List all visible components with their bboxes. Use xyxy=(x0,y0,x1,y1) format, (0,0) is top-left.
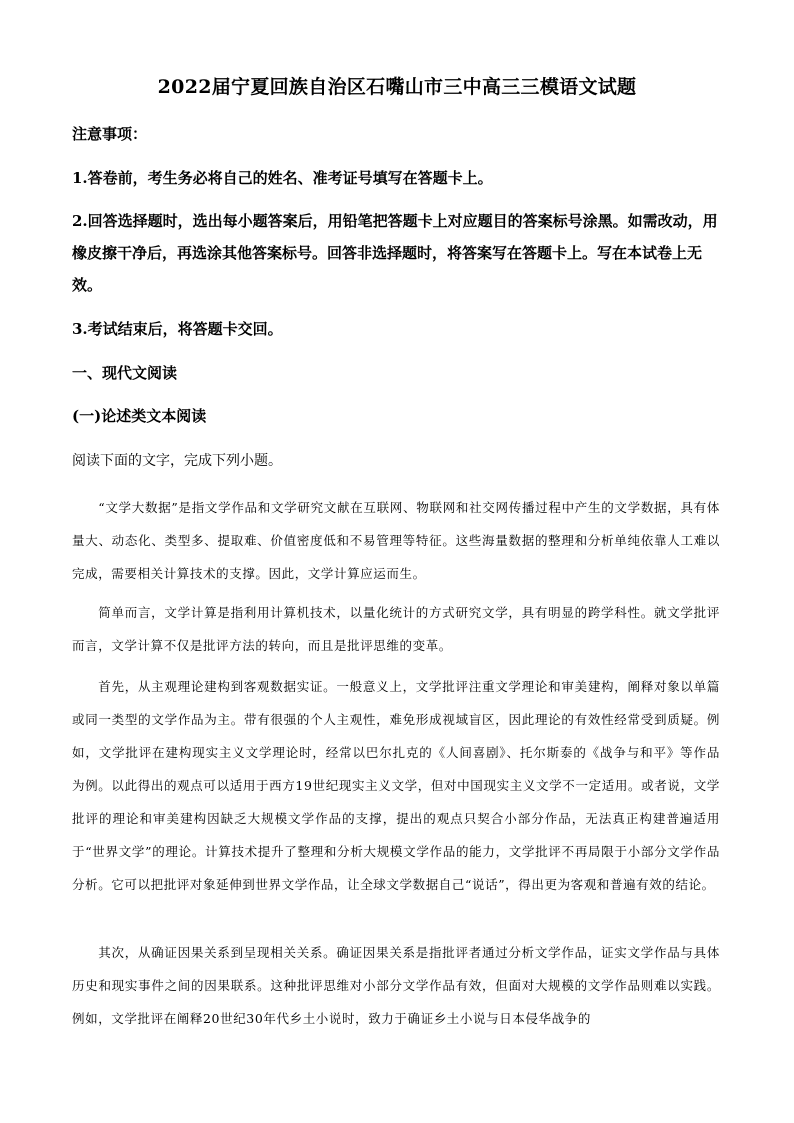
notice-item-3: 3.考试结束后，将答题卡交回。 xyxy=(72,320,283,338)
notice-heading: 注意事项： xyxy=(72,125,148,143)
notice-item-1: 1.答卷前，考生务必将自己的姓名、准考证号填写在答题卡上。 xyxy=(72,169,493,187)
reading-instruction: 阅读下面的文字，完成下列小题。 xyxy=(72,453,282,469)
article-paragraph-1: “文学大数据”是指文学作品和文学研究文献在互联网、物联网和社交网传播过程中产生的文学数据，具有体量大、动态化、类型多、提取难、价值密度低和不易管理等特征。这些海量数据的整理和分析单纯依靠人工难以完成，需要相关计算技术的支撑。因此，文学计算应运而生。 xyxy=(72,500,720,581)
subsection-heading: (一)论述类文本阅读 xyxy=(72,407,207,425)
section-heading: 一、现代文阅读 xyxy=(72,364,178,382)
page-title: 2022届宁夏回族自治区石嘴山市三中高三三模语文试题 xyxy=(157,76,637,98)
article-paragraph-3: 首先，从主观理论建构到客观数据实证。一般意义上，文学批评注重文学理论和审美建构，阐释对象以单篇或同一类型的文学作品为主。带有很强的个人主观性，难免形成视域盲区，因此理论的有效性经常受到质疑。例如，文学批评在建构现实主义文学理论时，经常以巴尔扎克的《人间喜剧》、托尔斯泰的《战争与和平》等作品为例。以此得出的观点可以适用于西方19世纪现实主义文学，但对中国现实主义文学不一定适用。或者说，文学批评的理论和审美建构因缺乏大规模文学作品的支撑，提出的观点只契合小部分作品，无法真正构建普遍适用于“世界文学”的理论。计算技术提升了整理和分析大规模文学作品的能力，文学批评不再局限于小部分文学作品分析。它可以把批评对象延伸到世界文学作品，让全球文学数据自己“说话”，得出更为客观和普遍有效的结论。 xyxy=(72,679,720,892)
article-paragraph-4: 其次，从确证因果关系到呈现相关关系。确证因果关系是指批评者通过分析文学作品，证实文学作品与具体历史和现实事件之间的因果联系。这种批评思维对小部分文学作品有效，但面对大规模的文学作品则难以实践。例如，文学批评在阐释20世纪30年代乡土小说时，致力于确证乡土小说与日本侵华战争的 xyxy=(72,945,720,1026)
notice-item-2: 2.回答选择题时，选出每小题答案后，用铅笔把答题卡上对应题目的答案标号涂黑。如需改动，用橡皮擦干净后，再选涂其他答案标号。回答非选择题时，将答案写在答题卡上。写在本试卷上无效。 xyxy=(72,212,718,294)
article-paragraph-2: 简单而言，文学计算是指利用计算机技术，以量化统计的方式研究文学，具有明显的跨学科性。就文学批评而言，文学计算不仅是批评方法的转向，而且是批评思维的变革。 xyxy=(72,605,720,653)
